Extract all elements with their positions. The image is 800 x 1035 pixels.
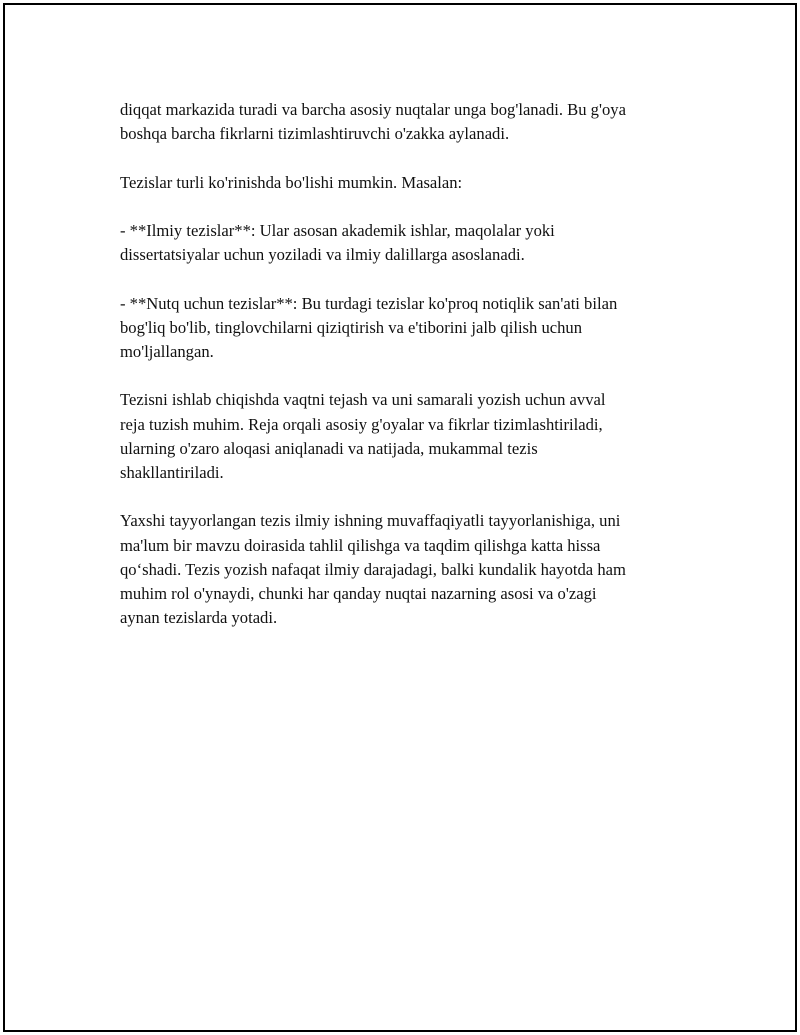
text-line: ularning o'zaro aloqasi aniqlanadi va natijada, mukammal tezis xyxy=(120,438,538,458)
text-line: reja tuzish muhim. Reja orqali asosiy g'oyalar va fikrlar tizimlashtiriladi, xyxy=(120,414,603,434)
paragraph xyxy=(120,509,700,630)
text-line: dissertatsiyalar uchun yoziladi va ilmiy dalillarga asoslanadi. xyxy=(120,245,525,265)
paragraph xyxy=(120,292,700,365)
text-line: muhim rol o'ynaydi, chunki har qanday nuqtai nazarning asosi va o'zagi xyxy=(120,583,597,603)
text-line: Yaxshi tayyorlangan tezis ilmiy ishning muvaffaqiyatli tayyorlanishiga, uni xyxy=(120,511,621,531)
text-line: Tezisni ishlab chiqishda vaqtni tejash va uni samarali yozish uchun avval xyxy=(120,390,606,410)
text-line: aynan tezislarda yotadi. xyxy=(120,608,278,628)
paragraph xyxy=(120,98,700,146)
text-line: mo'ljallangan. xyxy=(120,341,214,361)
text-line: - **Ilmiy tezislar**: Ular asosan akademik ishlar, maqolalar yoki xyxy=(120,220,555,240)
text-line: boshqa barcha fikrlarni tizimlashtiruvchi o'zakka aylanadi. xyxy=(120,124,510,144)
paragraph xyxy=(120,388,700,485)
paragraph xyxy=(120,219,700,267)
paragraph xyxy=(120,171,700,195)
text-line: bog'liq bo'lib, tinglovchilarni qiziqtirish va e'tiborini jalb qilish uchun xyxy=(120,317,583,337)
text-line: qo‘shadi. Tezis yozish nafaqat ilmiy darajadagi, balki kundalik hayotda ham xyxy=(120,559,626,579)
text-line: diqqat markazida turadi va barcha asosiy nuqtalar unga bog'lanadi. Bu g'oya xyxy=(120,100,626,119)
text-line: shakllantiriladi. xyxy=(120,462,224,482)
document-body xyxy=(120,98,700,655)
text-line: ma'lum bir mavzu doirasida tahlil qilishga va taqdim qilishga katta hissa xyxy=(120,535,601,555)
text-line: - **Nutq uchun tezislar**: Bu turdagi tezislar ko'proq notiqlik san'ati bilan xyxy=(120,293,618,313)
text-line: Tezislar turli ko'rinishda bo'lishi mumkin. Masalan: xyxy=(120,172,463,192)
document-page xyxy=(3,3,797,1032)
